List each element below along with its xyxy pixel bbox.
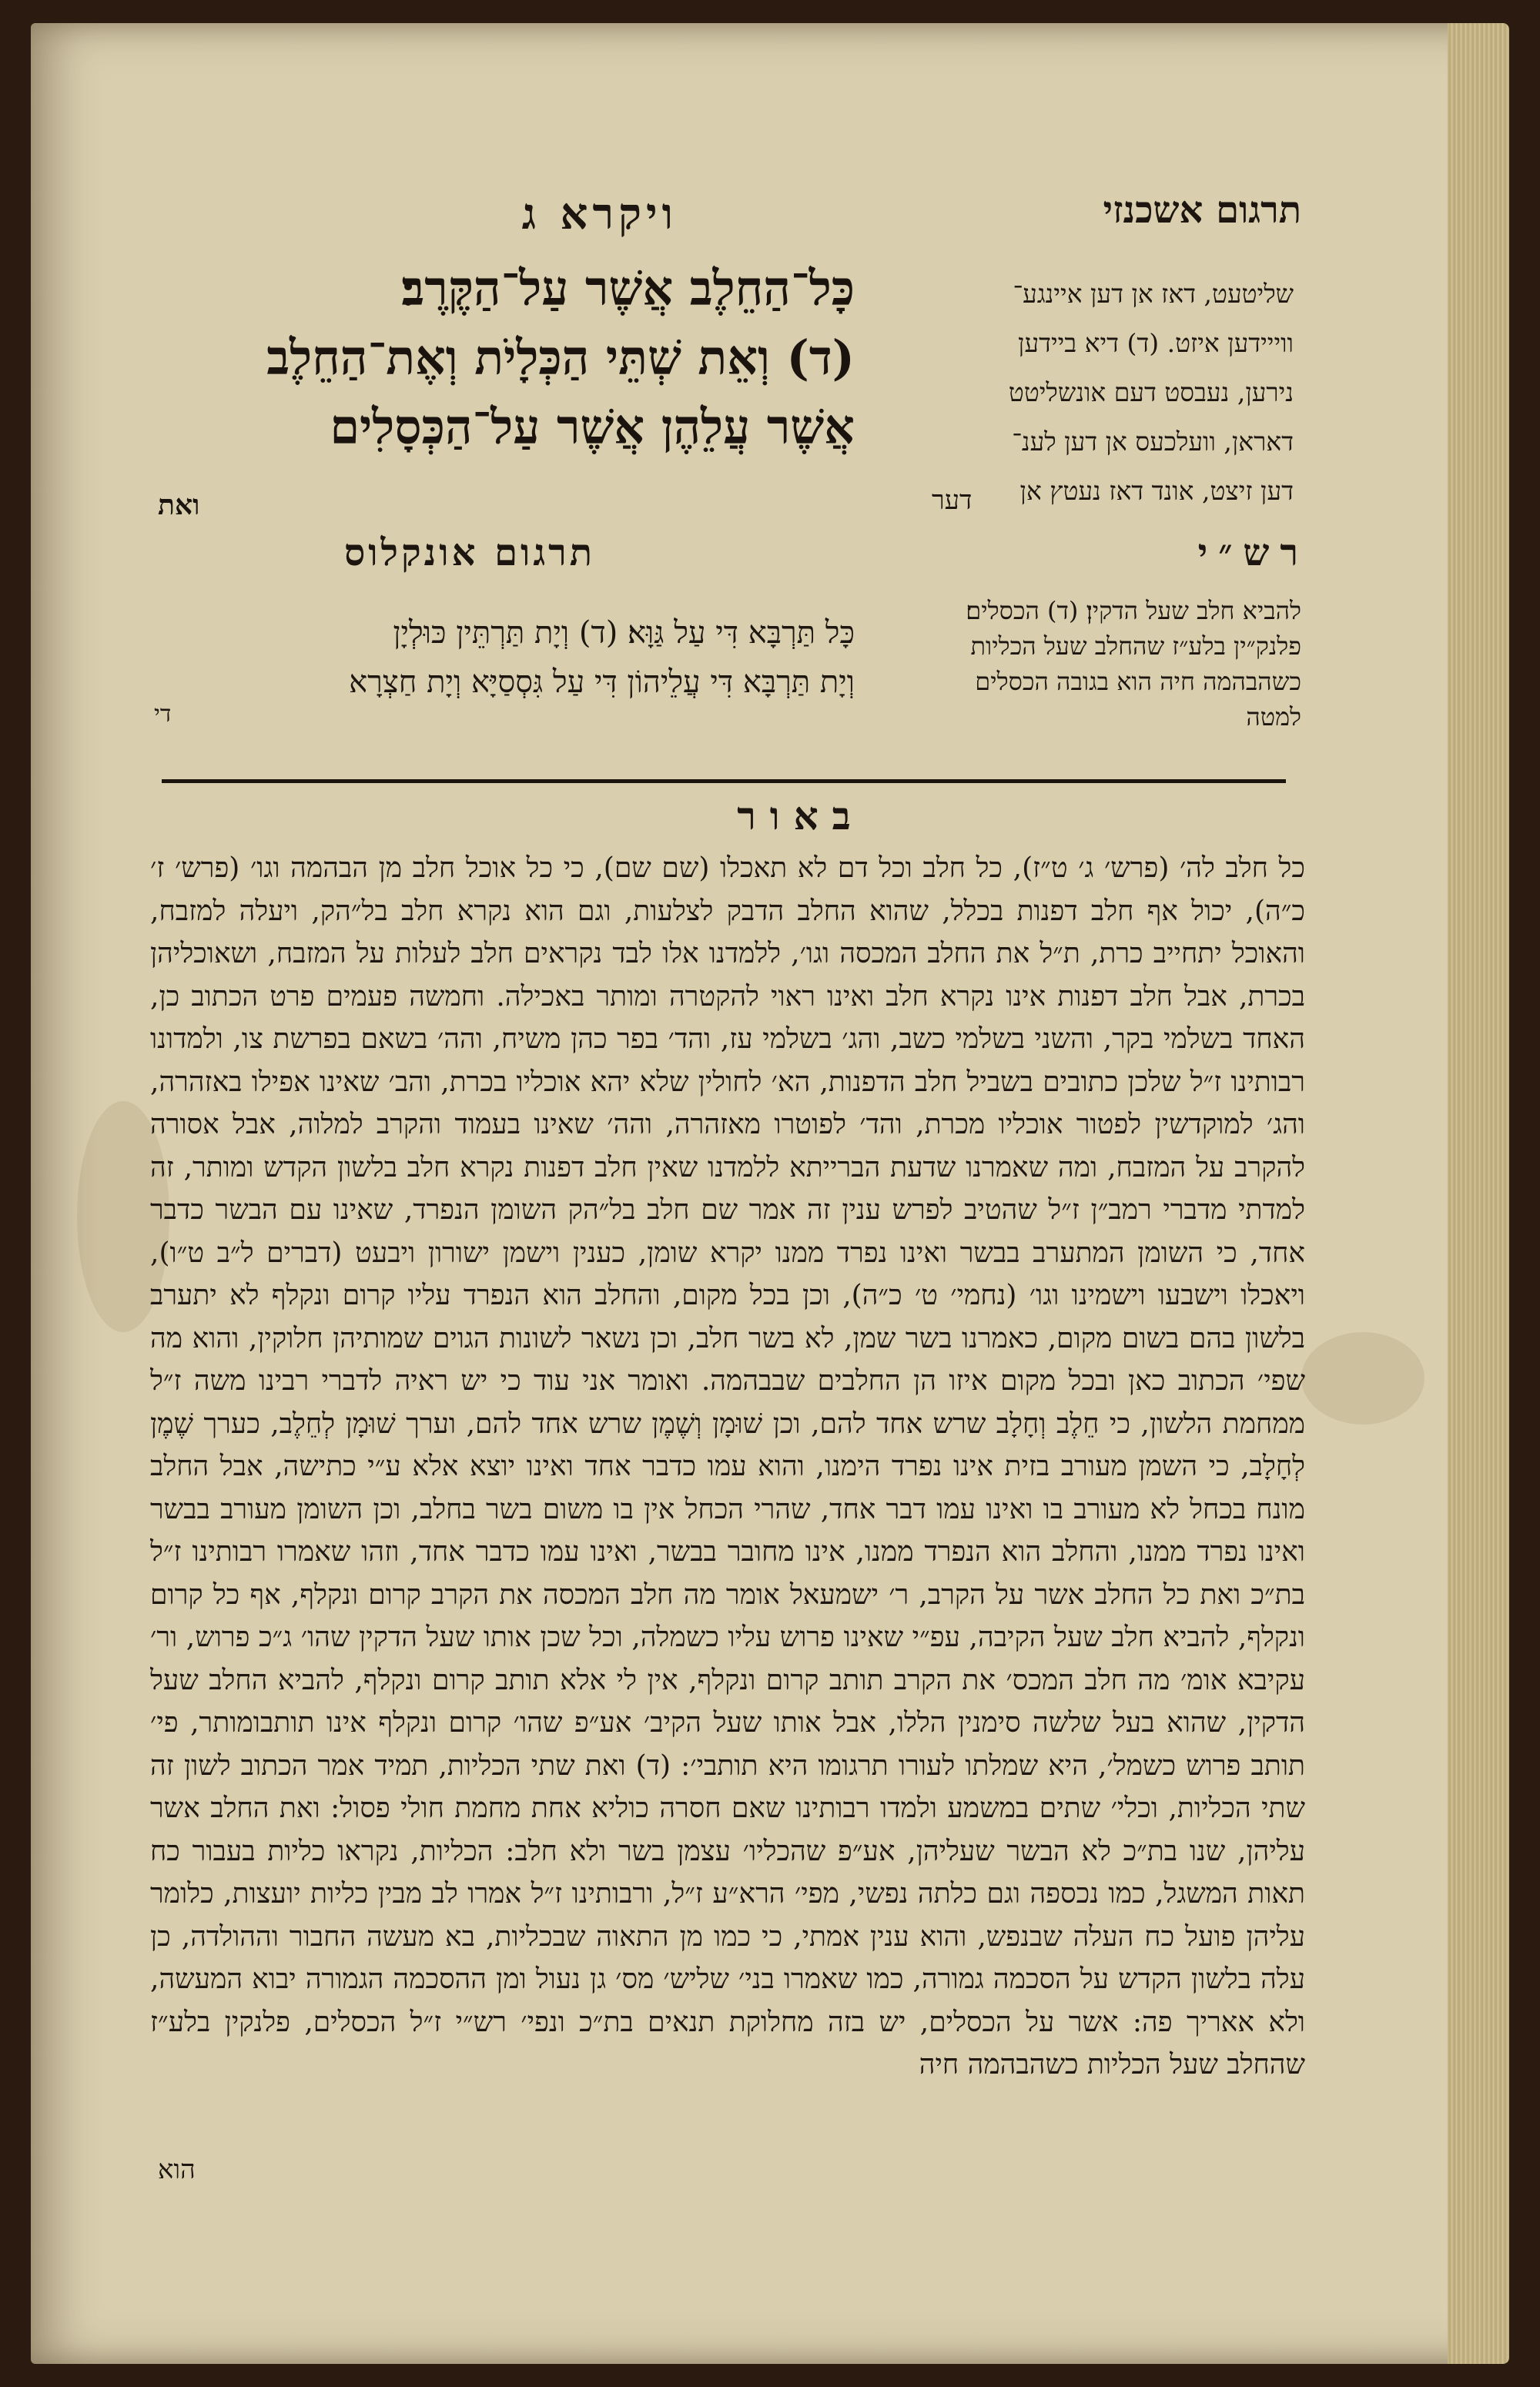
onkelos-title: תרגום אונקלוס: [343, 531, 596, 574]
biur-commentary: כל חלב לה׳ (פרש׳ ג׳ ט״ז), כל חלב וכל דם לא תאכלו (שם שם), כי כל אוכל חלב מן הבהמה וגו׳ (פרש׳ ז׳ כ״ה), יכול אף חלב דפנות בכלל, שהוא החלב הדבק לצלעות, וגם הוא נקרא חלב בל״הק, ויעלה למזבח, והאוכל יתחייב כרת, ת״ל את החלב המכסה וגו׳, ללמדנו אלו לבד נקראים חלב לעלות על המזבח, ושאוכליהן בכרת, אבל חלב דפנות אינו נקרא חלב ואינו ראוי להקטרה ומותר באכילה. וחמשה פעמים פרט הכתוב כן, האחד בשלמי בקר, והשני בשלמי כשב, והג׳ בשלמי עז, והד׳ בפר כהן משיח, והה׳ בשאם בפרשת צו, ולמדונו רבותינו ז״ל שלכן כתובים בשביל חלב הדפנות, הא׳ לחולין שלא יהא אוכליו בכרת, והב׳ שאינו אפילו באזהרה, והג׳ למוקדשין לפטור אוכליו מכרת, והד׳ לפוטרו מאזהרה, והה׳ שאינו בעמוד והקרב למלוה, אבל אסורה להקרב על המזבח, ומה שאמרנו שדעת הברייתא ללמדנו שאין חלב דפנות נקרא חלב בלשון הקדש ומותר, זה למדתי מדברי רמב״ן ז״ל שהטיב לפרש ענין זה אמר שם חלב בל״הק השומן הנפרד, שאינו עם הבשר כדבר אחד, כי השומן המתערב בבשר ואינו נפרד ממנו יקרא שומן, כענין וישמן ישורון ויבעט (דברים ל״ב ט״ו), ויאכלו וישבעו וישמינו וגו׳ (נחמי׳ ט׳ כ״ה), וכן בכל מקום, והחלב הוא הנפרד עליו קרום ונקלף לא יתערב בלשון בהם בשום מקום, כאמרנו בשר שמן, לא בשר חלב, וכן נשאר לשונות הגוים שמותיהן חלוקין, והוא מה שפי׳ הכתוב כאן ובכל מקום איזו הן החלבים שבבהמה. ואומר אני עוד כי יש ראיה לדברי רבינו משה ז״ל ממחמת הלשון, כי חֵלֶב וְחָלָב שרש אחד להם, וכן שׁוּמָן וְשֶׁמֶן שרש אחד להם, וערך שׁוּמָן לְחֵלֶב, כערך שֶׁמֶן לְחָלָב, כי השמן מעורב בזית אינו נפרד הימנו, והוא עמו כדבר אחד ואינו יוצא אלא ע״י כתישה, אבל החלב מונח בכחל לא מעורב בו ואינו עמו דבר אחד, שהרי הכחל אין בו משום בשר בחלב, וכן השומן מעורב בבשר ואינו נפרד ממנו, והחלב הוא הנפרד ממנו, אינו מחובר בבשר, ואינו עמו כדבר אחד, וזהו שאמרו רבותינו ז״ל בת״כ ואת כל החלב אשר על הקרב, ר׳ ישמעאל אומר מה חלב המכסה את הקרב קרום ונקלף, אף כל קרום ונקלף, להביא חלב שעל הקיבה, עפ״י שאינו פרוש עליו כשמלה, וכל שכן אותו שעל הדקין שהו׳ ג״כ פרוש, ור׳ עקיבא אומ׳ מה חלב המכס׳ את הקרב תותב קרום ונקלף, אין לי אלא תותב קרום ונקלף, להביא החלב שעל הדקין, שהוא בעל שלשה סימנין הללו, אבל אותו שעל הקיב׳ אע״פ שהו׳ קרום ונקלף אינו תותבומותר, פי׳ תותב פרוש כשמל׳, היא שמלתו לעורו תרגומו היא תותבי׳: (ד) ואת שתי הכליות, תמיד אמר הכתוב לשון זה שתי הכליות, וכלי׳ שתים במשמע ולמדו רבותינו שאם חסרה כוליא אחת מחמת חולי פסול: ואת החלב אשר עליהן, שנו בת״כ לא הבשר שעליהן, אע״פ שהכליו׳ עצמן בשר ולא חלב: הכליות, נקראו כליות בעבור כח תאות המשגל, כמו נכספה וגם כלתה נפשי, מפי׳ הרא״ע ז״ל, ורבותינו ז״ל אמרו לב מבין כליות יועצות, כלומר עליהן פועל כח העלה שבנפש, והוא ענין אמתי, כי כמו מן התאוה שבכליות, בא מעשה החבור וההולדה, כן עלה בלשון הקדש על הסכמה גמורה, כמו שאמרו בני׳ שליש׳ מס׳ גן נעול ומן ההסכמה הגמורה יבוא המעשה, ולא אאריך פה: אשר על הכסלים, יש בזה מחלוקת תנאים בת״כ ונפי׳ רש״י ז״ל הכסלים, פלנקין בלע״ז שהחלב שעל הכליות כשהבהמה חיה: [150, 852, 1305, 2081]
targum-ashkenazi: [909, 270, 1294, 516]
verse-line: (ד) וְאֵת שְׁתֵּי הַכְּלָיֹת וְאֶת־הַחֵלֶב: [266, 330, 855, 386]
rashi-line: למטה: [1246, 702, 1301, 732]
running-head-targum: תרגום אשכנזי: [1103, 189, 1301, 232]
onkelos-catchword: די: [154, 701, 172, 728]
targum-catchword: דער: [932, 485, 973, 516]
biur-title: באור: [737, 793, 865, 839]
book-page: [31, 23, 1478, 2364]
targum-line: דען זיצט, אונד דאז נעטץ אן: [1019, 476, 1294, 506]
rashi-line: להביא חלב שעל הדקין׃ (ד) הכסלים׃: [966, 596, 1301, 625]
targum-line: דאראן, וועלכעס אן דען לענ־: [1012, 427, 1294, 457]
verse-line: אֲשֶׁר עֲלֵהֶן אֲשֶׁר עַל־הַכְּסָלִים: [330, 399, 855, 455]
rashi-line: פלנק״ין בלע״ז שהחלב שעל הכליות: [970, 631, 1301, 661]
verse-line: כָּל־הַחֵלֶב אֲשֶׁר עַל־הַקֶּרֶב׃: [401, 260, 855, 316]
rashi-text: [816, 593, 1301, 735]
page-stack-edge: [1448, 23, 1509, 2364]
verse-catchword: ואת: [158, 489, 200, 521]
onkelos-line: כָּל תַּרְבָּא דִּי עַל גַּוָּא׃ (ד) וְיָת תַּרְתֵּין כּוּלְיָן: [393, 615, 855, 651]
divider-rule: [162, 779, 1286, 783]
scripture-verse: [131, 254, 855, 462]
onkelos-line: וְיָת תַּרְבָּא דִּי עֲלֵיהוֹן דִּי עַל גִּסְסַיָּא וְיָת חַצְרָא: [349, 665, 855, 700]
rashi-line: כשהבהמה חיה הוא בגובה הכסלים: [975, 667, 1301, 696]
running-head-book-chapter: ויקרא ג: [521, 189, 678, 239]
rashi-title: רש״י: [1197, 531, 1309, 574]
targum-line: שליטעט, דאז אן דען איינגע־: [1013, 279, 1294, 309]
targum-line: נירען, נעבסט דעם אונשליטט: [1008, 377, 1294, 407]
biur-catchword: הוא: [158, 2154, 196, 2185]
targum-line: ווייידען איזט. (ד) דיא ביידען: [1018, 328, 1294, 358]
onkelos-text: [139, 608, 855, 707]
